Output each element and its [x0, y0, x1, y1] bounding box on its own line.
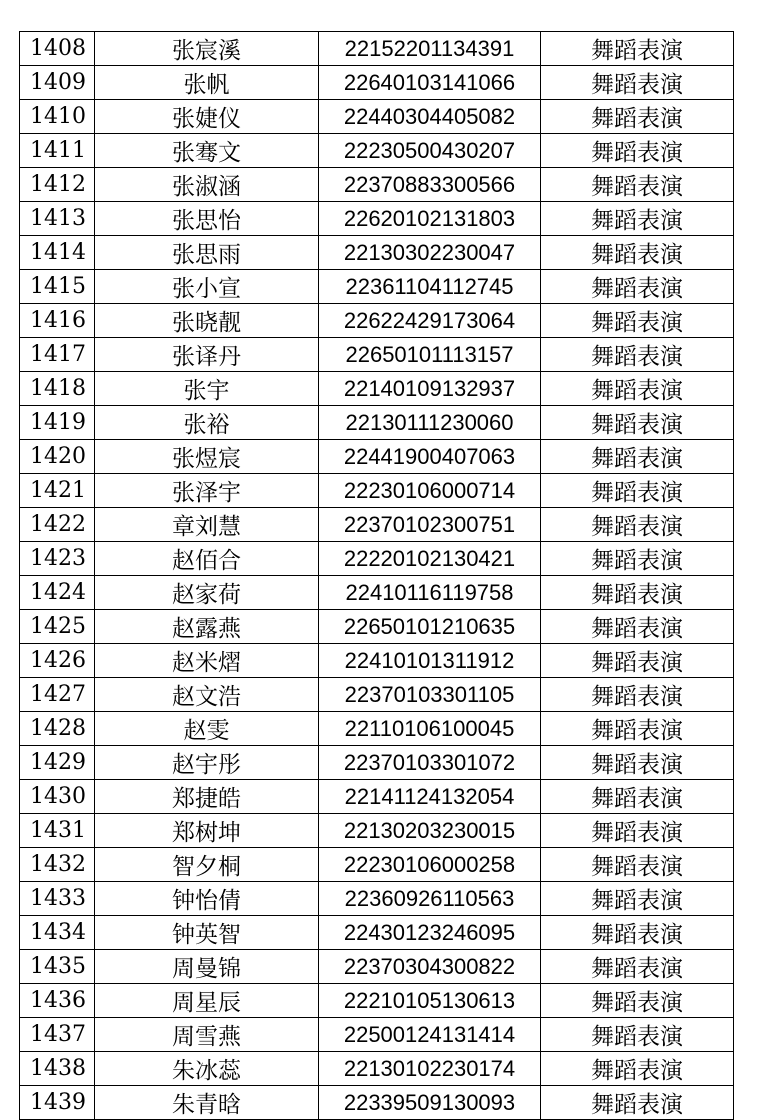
student-name-cell: 张宇 — [95, 372, 319, 406]
student-name-cell: 张宸溪 — [95, 32, 319, 66]
major-cell: 舞蹈表演 — [541, 134, 734, 168]
row-number-cell: 1438 — [20, 1052, 95, 1086]
major-cell: 舞蹈表演 — [541, 1018, 734, 1052]
exam-id-cell: 22339509130093 — [319, 1086, 541, 1120]
row-number-cell: 1416 — [20, 304, 95, 338]
exam-id-cell: 22622429173064 — [319, 304, 541, 338]
major-cell: 舞蹈表演 — [541, 1086, 734, 1120]
exam-id-cell: 22130111230060 — [319, 406, 541, 440]
row-number-cell: 1419 — [20, 406, 95, 440]
table-row — [20, 474, 734, 508]
exam-id-cell: 22152201134391 — [319, 32, 541, 66]
student-name-cell: 周雪燕 — [95, 1018, 319, 1052]
exam-id-cell: 22210105130613 — [319, 984, 541, 1018]
exam-id-cell: 22441900407063 — [319, 440, 541, 474]
roster-table — [19, 31, 734, 1120]
table-row — [20, 440, 734, 474]
student-name-cell: 周曼锦 — [95, 950, 319, 984]
exam-id-cell: 22500124131414 — [319, 1018, 541, 1052]
student-name-cell: 赵米熠 — [95, 644, 319, 678]
table-row — [20, 1052, 734, 1086]
row-number-cell: 1421 — [20, 474, 95, 508]
student-name-cell: 朱冰蕊 — [95, 1052, 319, 1086]
table-row — [20, 270, 734, 304]
major-cell: 舞蹈表演 — [541, 610, 734, 644]
table-row — [20, 202, 734, 236]
student-name-cell: 赵宇彤 — [95, 746, 319, 780]
row-number-cell: 1426 — [20, 644, 95, 678]
student-name-cell: 张裕 — [95, 406, 319, 440]
major-cell: 舞蹈表演 — [541, 576, 734, 610]
row-number-cell: 1424 — [20, 576, 95, 610]
row-number-cell: 1431 — [20, 814, 95, 848]
table-row — [20, 508, 734, 542]
row-number-cell: 1412 — [20, 168, 95, 202]
student-name-cell: 郑捷皓 — [95, 780, 319, 814]
table-row — [20, 576, 734, 610]
student-name-cell: 章刘慧 — [95, 508, 319, 542]
row-number-cell: 1432 — [20, 848, 95, 882]
student-name-cell: 朱青晗 — [95, 1086, 319, 1120]
table-row — [20, 372, 734, 406]
student-name-cell: 赵家荷 — [95, 576, 319, 610]
exam-id-cell: 22230500430207 — [319, 134, 541, 168]
student-name-cell: 钟怡倩 — [95, 882, 319, 916]
major-cell: 舞蹈表演 — [541, 406, 734, 440]
major-cell: 舞蹈表演 — [541, 32, 734, 66]
exam-id-cell: 22370304300822 — [319, 950, 541, 984]
exam-id-cell: 22110106100045 — [319, 712, 541, 746]
table-row — [20, 984, 734, 1018]
row-number-cell: 1414 — [20, 236, 95, 270]
exam-id-cell: 22220102130421 — [319, 542, 541, 576]
major-cell: 舞蹈表演 — [541, 66, 734, 100]
major-cell: 舞蹈表演 — [541, 542, 734, 576]
table-row — [20, 32, 734, 66]
exam-id-cell: 22650101210635 — [319, 610, 541, 644]
table-row — [20, 712, 734, 746]
table-row — [20, 746, 734, 780]
student-name-cell: 赵雯 — [95, 712, 319, 746]
row-number-cell: 1427 — [20, 678, 95, 712]
major-cell: 舞蹈表演 — [541, 950, 734, 984]
major-cell: 舞蹈表演 — [541, 916, 734, 950]
student-name-cell: 张帆 — [95, 66, 319, 100]
exam-id-cell: 22410101311912 — [319, 644, 541, 678]
major-cell: 舞蹈表演 — [541, 440, 734, 474]
exam-id-cell: 22370102300751 — [319, 508, 541, 542]
table-row — [20, 780, 734, 814]
table-row — [20, 338, 734, 372]
student-name-cell: 赵佰合 — [95, 542, 319, 576]
table-row — [20, 1086, 734, 1120]
student-name-cell: 张晓靓 — [95, 304, 319, 338]
student-name-cell: 周星辰 — [95, 984, 319, 1018]
exam-id-cell: 22141124132054 — [319, 780, 541, 814]
row-number-cell: 1439 — [20, 1086, 95, 1120]
row-number-cell: 1428 — [20, 712, 95, 746]
student-name-cell: 张思怡 — [95, 202, 319, 236]
row-number-cell: 1417 — [20, 338, 95, 372]
student-name-cell: 张思雨 — [95, 236, 319, 270]
major-cell: 舞蹈表演 — [541, 100, 734, 134]
exam-id-cell: 22230106000714 — [319, 474, 541, 508]
exam-id-cell: 22130302230047 — [319, 236, 541, 270]
row-number-cell: 1433 — [20, 882, 95, 916]
table-row — [20, 610, 734, 644]
table-row — [20, 814, 734, 848]
row-number-cell: 1418 — [20, 372, 95, 406]
major-cell: 舞蹈表演 — [541, 270, 734, 304]
row-number-cell: 1423 — [20, 542, 95, 576]
table-row — [20, 848, 734, 882]
exam-id-cell: 22430123246095 — [319, 916, 541, 950]
student-name-cell: 张淑涵 — [95, 168, 319, 202]
row-number-cell: 1413 — [20, 202, 95, 236]
row-number-cell: 1409 — [20, 66, 95, 100]
student-name-cell: 张煜宸 — [95, 440, 319, 474]
table-row — [20, 542, 734, 576]
roster-table-body — [20, 32, 734, 1120]
table-row — [20, 950, 734, 984]
table-row — [20, 1018, 734, 1052]
table-row — [20, 678, 734, 712]
student-name-cell: 张骞文 — [95, 134, 319, 168]
major-cell: 舞蹈表演 — [541, 984, 734, 1018]
row-number-cell: 1410 — [20, 100, 95, 134]
row-number-cell: 1425 — [20, 610, 95, 644]
student-name-cell: 张小宣 — [95, 270, 319, 304]
exam-id-cell: 22440304405082 — [319, 100, 541, 134]
exam-id-cell: 22640103141066 — [319, 66, 541, 100]
major-cell: 舞蹈表演 — [541, 338, 734, 372]
exam-id-cell: 22230106000258 — [319, 848, 541, 882]
major-cell: 舞蹈表演 — [541, 304, 734, 338]
major-cell: 舞蹈表演 — [541, 848, 734, 882]
row-number-cell: 1430 — [20, 780, 95, 814]
table-row — [20, 406, 734, 440]
exam-id-cell: 22370103301072 — [319, 746, 541, 780]
row-number-cell: 1408 — [20, 32, 95, 66]
row-number-cell: 1435 — [20, 950, 95, 984]
major-cell: 舞蹈表演 — [541, 508, 734, 542]
table-row — [20, 100, 734, 134]
exam-id-cell: 22650101113157 — [319, 338, 541, 372]
exam-id-cell: 22130203230015 — [319, 814, 541, 848]
major-cell: 舞蹈表演 — [541, 814, 734, 848]
student-name-cell: 郑树坤 — [95, 814, 319, 848]
major-cell: 舞蹈表演 — [541, 474, 734, 508]
student-name-cell: 智夕桐 — [95, 848, 319, 882]
row-number-cell: 1429 — [20, 746, 95, 780]
row-number-cell: 1420 — [20, 440, 95, 474]
student-name-cell: 赵文浩 — [95, 678, 319, 712]
row-number-cell: 1422 — [20, 508, 95, 542]
exam-id-cell: 22620102131803 — [319, 202, 541, 236]
table-row — [20, 644, 734, 678]
major-cell: 舞蹈表演 — [541, 372, 734, 406]
exam-id-cell: 22361104112745 — [319, 270, 541, 304]
row-number-cell: 1434 — [20, 916, 95, 950]
major-cell: 舞蹈表演 — [541, 882, 734, 916]
major-cell: 舞蹈表演 — [541, 678, 734, 712]
student-name-cell: 张泽宇 — [95, 474, 319, 508]
major-cell: 舞蹈表演 — [541, 780, 734, 814]
exam-id-cell: 22410116119758 — [319, 576, 541, 610]
row-number-cell: 1411 — [20, 134, 95, 168]
row-number-cell: 1437 — [20, 1018, 95, 1052]
table-row — [20, 66, 734, 100]
student-name-cell: 钟英智 — [95, 916, 319, 950]
row-number-cell: 1415 — [20, 270, 95, 304]
table-row — [20, 168, 734, 202]
major-cell: 舞蹈表演 — [541, 746, 734, 780]
major-cell: 舞蹈表演 — [541, 168, 734, 202]
table-row — [20, 134, 734, 168]
student-name-cell: 张译丹 — [95, 338, 319, 372]
exam-id-cell: 22130102230174 — [319, 1052, 541, 1086]
exam-id-cell: 22370883300566 — [319, 168, 541, 202]
student-name-cell: 张婕仪 — [95, 100, 319, 134]
exam-id-cell: 22360926110563 — [319, 882, 541, 916]
major-cell: 舞蹈表演 — [541, 712, 734, 746]
table-row — [20, 304, 734, 338]
major-cell: 舞蹈表演 — [541, 202, 734, 236]
exam-id-cell: 22140109132937 — [319, 372, 541, 406]
major-cell: 舞蹈表演 — [541, 236, 734, 270]
major-cell: 舞蹈表演 — [541, 644, 734, 678]
table-row — [20, 236, 734, 270]
major-cell: 舞蹈表演 — [541, 1052, 734, 1086]
student-name-cell: 赵露燕 — [95, 610, 319, 644]
table-row — [20, 882, 734, 916]
row-number-cell: 1436 — [20, 984, 95, 1018]
exam-id-cell: 22370103301105 — [319, 678, 541, 712]
table-row — [20, 916, 734, 950]
